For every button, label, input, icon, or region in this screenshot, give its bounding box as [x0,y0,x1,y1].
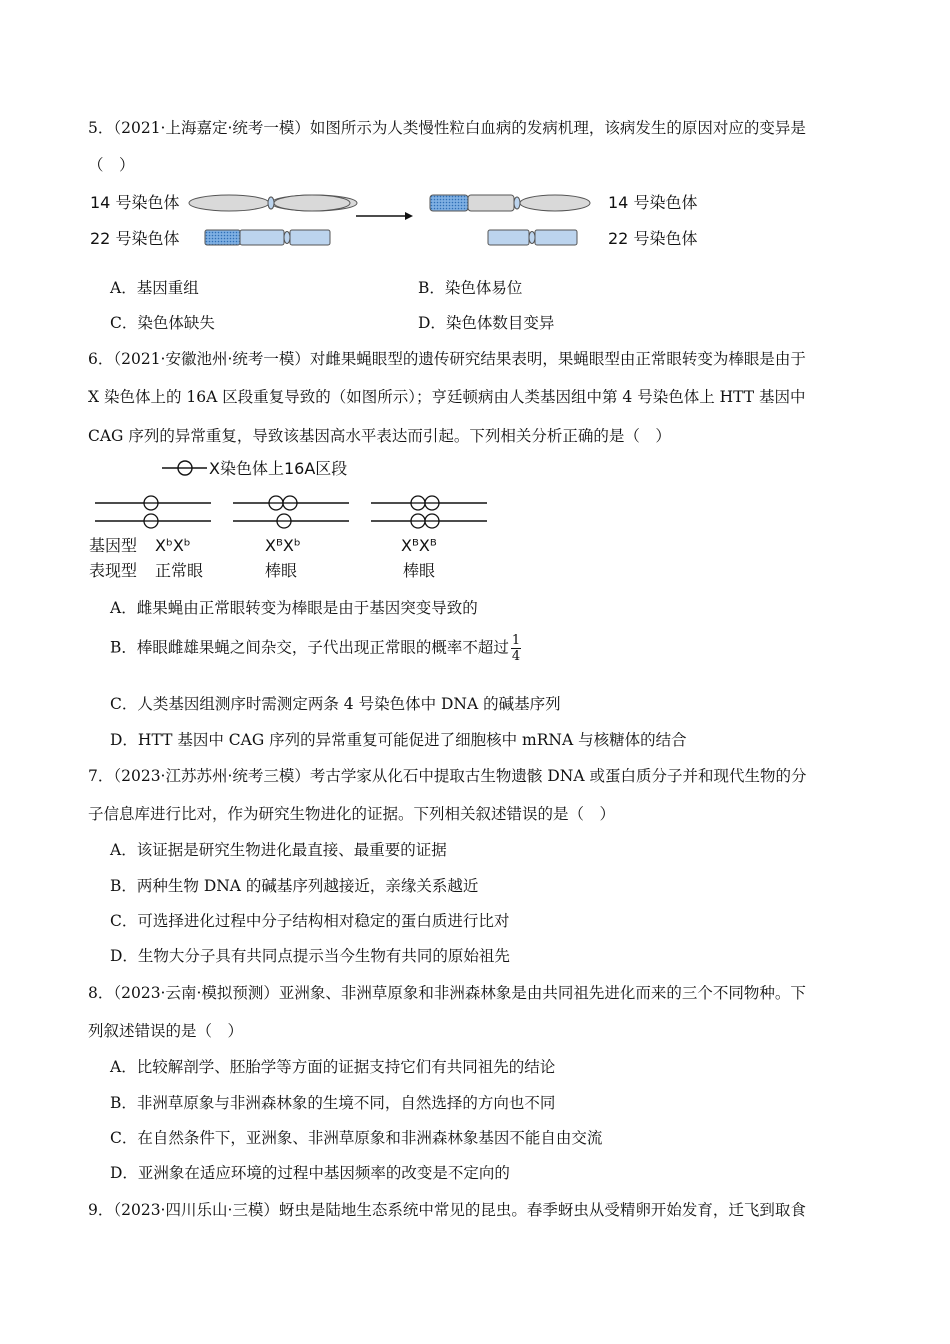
q6-option-c: C．人类基因组测序时需测定两条 4 号染色体中 DNA 的碱基序列 [110,695,561,713]
q7-stem-line2: 子信息库进行比对，作为研究生物进化的证据。下列相关叙述错误的是（ ） [88,805,616,823]
fraction [511,633,521,664]
q8-option-d: D．亚洲象在适应环境的过程中基因频率的改变是不定向的 [110,1164,510,1182]
fraction-denominator: 4 [511,649,521,664]
arrow-icon [356,212,413,220]
q7-option-b: B．两种生物 DNA 的碱基序列越接近，亲缘关系越近 [110,877,479,895]
q6-stem-line1: 6．（2021·安徽池州·统考一模）对雌果蝇眼型的遗传研究结果表明，果蝇眼型由正常眼转变为棒眼是由于 [88,350,806,368]
row-label-phenotype: 表现型 [89,561,138,580]
q6-stem-line3: CAG 序列的异常重复，导致该基因高水平表达而引起。下列相关分析正确的是（ ） [88,427,671,445]
q5-stem-line2: （ ） [88,156,135,174]
row-label-genotype: 基因型 [89,536,138,555]
q7-option-a: A．该证据是研究生物进化最直接、最重要的证据 [110,841,447,859]
q5-label-14-right: 14 号染色体 [608,193,698,212]
genotype-2: XᴮXᵇ [265,536,301,555]
q5-option-a: A．基因重组 [110,279,199,297]
legend-label: X染色体上16A区段 [209,459,348,478]
phenotype-3: 棒眼 [403,561,436,580]
q9-stem-line1: 9．（2023·四川乐山·三模）蚜虫是陆地生态系统中常见的昆虫。春季蚜虫从受精卵开始发育，迁飞到取食 [88,1201,806,1219]
q5-option-d: D．染色体数目变异 [418,314,555,332]
q5-stem-line1: 5．（2021·上海嘉定·统考一模）如图所示为人类慢性粒白血病的发病机理，该病发生的原因对应的变异是 [88,119,806,137]
q7-stem-line1: 7．（2023·江苏苏州·统考三模）考古学家从化石中提取古生物遗骸 DNA 或蛋白质分子并和现代生物的分 [88,767,807,785]
q8-stem-line2: 列叙述错误的是（ ） [88,1022,244,1040]
q6-stem-line2: X 染色体上的 16A 区段重复导致的（如图所示）；亨廷顿病由人类基因组中第 4 号染色体上 HTT 基因中 [88,388,806,406]
phenotype-1: 正常眼 [155,561,204,580]
q8-option-b: B．非洲草原象与非洲森林象的生境不同，自然选择的方向也不同 [110,1094,556,1112]
q6-option-b [110,633,521,664]
genotype-3: XᴮXᴮ [401,536,437,555]
q6-option-b-text: B．棒眼雌雄果蝇之间杂交，子代出现正常眼的概率不超过 [110,638,509,657]
fraction-numerator: 1 [511,633,521,648]
q7-option-d: D．生物大分子具有共同点提示当今生物有共同的原始祖先 [110,947,510,965]
chromosome-22-original [205,230,330,245]
chromosome-pair-xbxb [95,496,211,528]
q8-option-c: C．在自然条件下，亚洲象、非洲草原象和非洲森林象基因不能自由交流 [110,1129,603,1147]
chromosome-22-shortened [488,230,577,245]
q6-option-a: A．雌果蝇由正常眼转变为棒眼是由于基因突变导致的 [110,599,478,617]
q5-option-b: B．染色体易位 [418,279,523,297]
phenotype-2: 棒眼 [265,561,298,580]
q5-label-22-right: 22 号染色体 [608,229,698,248]
genotype-1: XᵇXᵇ [155,536,191,555]
q7-option-c: C．可选择进化过程中分子结构相对稳定的蛋白质进行比对 [110,912,510,930]
q5-label-14-left: 14 号染色体 [90,193,180,212]
q8-stem-line1: 8．（2023·云南·模拟预测）亚洲象、非洲草原象和非洲森林象是由共同祖先进化而来的三个不同物种。下 [88,984,806,1002]
q6-16a-segment-diagram [85,456,505,584]
chromosome-pair-xbxb-heterozygous [233,496,349,528]
legend-16a-segment-icon [162,461,207,475]
q5-option-c: C．染色体缺失 [110,314,215,332]
chromosome-14-translocated [430,195,590,211]
q5-chromosome-diagram [85,186,725,254]
q6-option-d: D．HTT 基因中 CAG 序列的异常重复可能促进了细胞核中 mRNA 与核糖体的结合 [110,731,687,749]
q8-option-a: A．比较解剖学、胚胎学等方面的证据支持它们有共同祖先的结论 [110,1058,556,1076]
q5-label-22-left: 22 号染色体 [90,229,180,248]
chromosome-pair-xbxb-homozygous [371,496,487,528]
